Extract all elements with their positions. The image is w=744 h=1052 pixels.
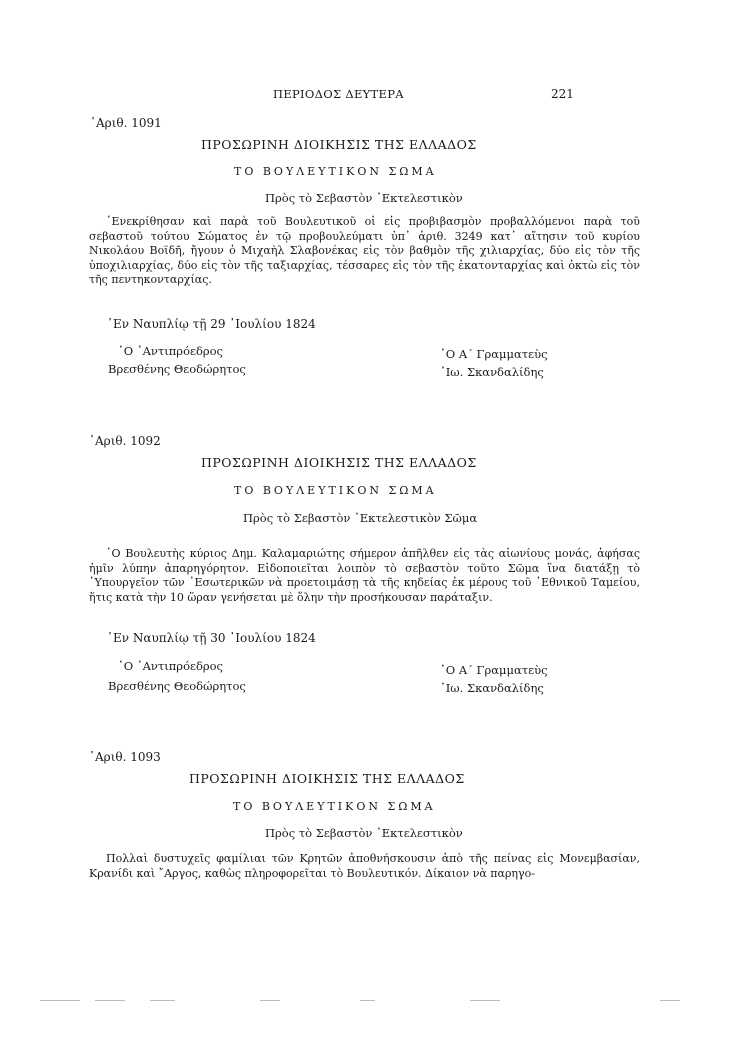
addressee-line: Πρὸς τὸ Σεβαστὸν ᾿Εκτελεστικὸν Σῶμα [243,511,478,525]
council-heading: ΤΟ ΒΟΥΛΕΥΤΙΚΟΝ ΣΩΜΑ [234,484,437,497]
signatory-left-title: ῾Ο ᾿Αντιπρόεδρος [118,344,223,358]
page-number: 221 [551,87,574,101]
scan-artifact-divider [470,1000,500,1001]
scan-artifact-divider [360,1000,375,1001]
scan-artifact-divider [95,1000,125,1001]
scan-artifact-divider [660,1000,680,1001]
signatory-right-name: ᾿Ιω. Σκανδαλίδης [440,681,544,695]
signatory-right-title: ῾Ο Α΄ Γραμματεὺς [440,663,548,677]
entry-body: ᾿Ενεκρίθησαν καὶ παρὰ τοῦ Βουλευτικοῦ οἱ εἰς προβιβασμὸν προβαλλόμενοι παρὰ τοῦ σεβαστοῦ τούτου Σώματος ἐν τῷ προβουλεύματι ὑπ᾿ ἀριθ. 3249 κατ᾿ αἴτησιν τοῦ κυρίου Νικολάου Βοϊδῆ, ἤγουν ὁ Μιχαὴλ Σλαβονέκας εἰς τὸν βαθμὸν τῆς χιλιαρχίας, δύο εἰς τὸν τῆς ὑποχιλιαρχίας, δύο εἰς τὸν τῆς ταξιαρχίας, τέσσαρες εἰς τὸν τῆς ἑκατονταρχίας καὶ ὀκτὼ εἰς τὸν τῆς πεντηκονταρχίας. [89,215,640,286]
scan-artifact-divider [150,1000,175,1001]
dateline: ᾿Εν Ναυπλίῳ τῇ 29 ᾿Ιουλίου 1824 [107,317,316,331]
entry-number: ᾿Αριθ. 1091 [90,116,162,130]
entry-number: ᾿Αριθ. 1092 [89,434,161,448]
government-heading: ΠΡΟΣΩΡΙΝΗ ΔΙΟΙΚΗΣΙΣ ΤΗΣ ΕΛΛΑΔΟΣ [189,771,465,786]
signatory-left-name: Βρεσθένης Θεοδώρητος [108,362,246,376]
government-heading: ΠΡΟΣΩΡΙΝΗ ΔΙΟΙΚΗΣΙΣ ΤΗΣ ΕΛΛΑΔΟΣ [201,137,477,152]
signatory-left-name: Βρεσθένης Θεοδώρητος [108,679,246,693]
council-heading: ΤΟ ΒΟΥΛΕΥΤΙΚΟΝ ΣΩΜΑ [233,800,436,813]
scan-artifact-divider [40,1000,80,1001]
entry-body: Πολλαὶ δυστυχεῖς φαμίλιαι τῶν Κρητῶν ἀποθνήσκουσιν ἀπὸ τῆς πείνας εἰς Μονεμβασίαν, Κρανίδι καὶ ῎Αργος, καθὼς πληροφορεῖται τὸ Βουλευτικόν. Δίκαιον νὰ παρηγο- [89,852,640,880]
dateline: ᾿Εν Ναυπλίῳ τῇ 30 ᾿Ιουλίου 1824 [107,631,316,645]
council-heading: ΤΟ ΒΟΥΛΕΥΤΙΚΟΝ ΣΩΜΑ [234,165,437,178]
government-heading: ΠΡΟΣΩΡΙΝΗ ΔΙΟΙΚΗΣΙΣ ΤΗΣ ΕΛΛΑΔΟΣ [201,455,477,470]
page-running-header: ΠΕΡΙΟΔΟΣ ΔΕΥΤΕΡΑ [273,87,404,101]
addressee-line: Πρὸς τὸ Σεβαστὸν ᾿Εκτελεστικὸν [265,191,463,205]
entry-body: ῾Ο Βουλευτὴς κύριος Δημ. Καλαμαριώτης σήμερον ἀπῆλθεν εἰς τὰς αἰωνίους μονάς, ἀφήσας ἡμῖν λύπην ἀπαρηγόρητον. Εἰδοποιεῖται λοιπὸν τὸ σεβαστὸν τοῦτο Σῶμα ἵνα διατάξῃ τὸ ῾Υπουργεῖον τῶν ᾿Εσωτερικῶν νὰ προετοιμάσῃ τὰ τῆς κηδείας ἐκ μέρους τοῦ ᾿Εθνικοῦ Ταμείου, ἥτις κατὰ τὴν 10 ὥραν γενήσεται μὲ ὅλην τὴν προσήκουσαν παράταξιν. [89,547,640,604]
scan-artifact-divider [260,1000,280,1001]
signatory-right-title: ῾Ο Α΄ Γραμματεὺς [440,347,548,361]
entry-number: ᾿Αριθ. 1093 [89,750,161,764]
signatory-left-title: ῾Ο ᾿Αντιπρόεδρος [118,659,223,673]
addressee-line: Πρὸς τὸ Σεβαστὸν ᾿Εκτελεστικὸν [265,826,463,840]
signatory-right-name: ᾿Ιω. Σκανδαλίδης [440,365,544,379]
